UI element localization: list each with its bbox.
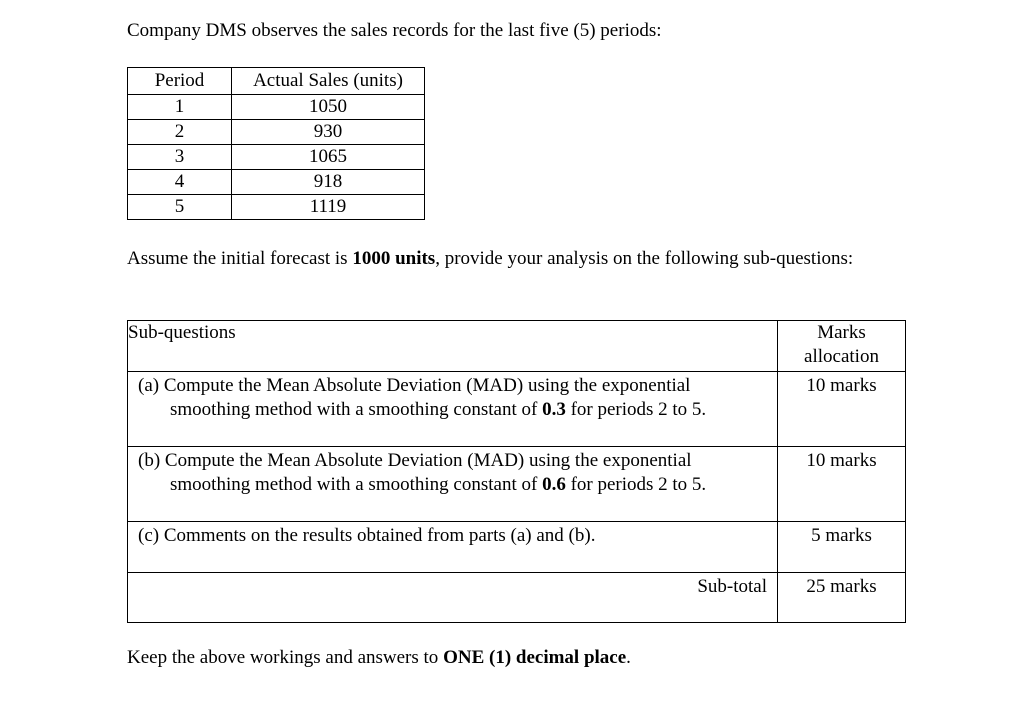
decimal-place-requirement: ONE (1) decimal place: [443, 647, 627, 668]
subq-row-c: [128, 522, 906, 573]
period-cell: 3: [128, 145, 232, 170]
period-header: Period: [128, 68, 232, 95]
marks-allocation-header: Marks allocation: [778, 321, 906, 372]
subq-a-text-part2: for periods 2 to 5.: [565, 399, 707, 420]
subq-a-text: [128, 372, 777, 422]
period-cell: 5: [128, 195, 232, 220]
subq-c-text: (c) Comments on the results obtained from parts (a) and (b).: [138, 525, 596, 546]
subquestions-table: [127, 320, 906, 623]
subtotal-marks-cell: [778, 573, 906, 623]
subq-a-text-part1: (a) Compute the Mean Absolute Deviation (MAD) using the exponential smoothing method with a smoothing constant of: [138, 375, 691, 420]
table-row: [128, 145, 425, 170]
subq-a-marks-cell: [778, 372, 906, 447]
assumption-before: Assume the initial forecast is: [127, 248, 353, 269]
period-cell: 4: [128, 170, 232, 195]
sales-cell: 930: [232, 120, 425, 145]
closing-instruction: [127, 646, 631, 670]
actual-sales-header: Actual Sales (units): [232, 68, 425, 95]
intro-text: Company DMS observes the sales records for the last five (5) periods:: [127, 20, 662, 41]
sales-cell: 918: [232, 170, 425, 195]
initial-forecast-value: 1000 units: [352, 248, 436, 269]
smoothing-constant-a: 0.3: [542, 399, 566, 420]
outro-after: .: [626, 647, 631, 668]
sales-header-row: [128, 68, 425, 95]
subquestions-header: Sub-questions: [128, 321, 778, 372]
period-cell: 2: [128, 120, 232, 145]
subq-c-marks: 5 marks: [811, 525, 872, 546]
table-row: [128, 120, 425, 145]
subtotal-row: [128, 573, 906, 623]
table-row: [128, 95, 425, 120]
subq-a-cell: [128, 372, 778, 447]
sales-table: [127, 67, 425, 220]
subq-a-marks: 10 marks: [806, 375, 877, 396]
sales-cell: 1050: [232, 95, 425, 120]
subq-b-cell: [128, 447, 778, 522]
subq-c-marks-cell: [778, 522, 906, 573]
subq-b-text-part2: for periods 2 to 5.: [565, 474, 707, 495]
table-row: [128, 195, 425, 220]
sales-cell: 1119: [232, 195, 425, 220]
subq-b-text: [128, 447, 777, 497]
sales-cell: 1065: [232, 145, 425, 170]
subtotal-marks: 25 marks: [806, 576, 877, 597]
period-cell: 1: [128, 95, 232, 120]
subq-row-a: [128, 372, 906, 447]
subtotal-label: Sub-total: [697, 576, 767, 597]
assumption-after: , provide your analysis on the following sub-questions:: [435, 248, 854, 269]
subq-header-row: [128, 321, 906, 372]
subtotal-label-cell: [128, 573, 778, 623]
smoothing-constant-b: 0.6: [542, 474, 566, 495]
subq-b-marks-cell: [778, 447, 906, 522]
outro-before: Keep the above workings and answers to: [127, 647, 444, 668]
assumption-text: [127, 246, 905, 271]
subq-b-marks: 10 marks: [806, 450, 877, 471]
table-row: [128, 170, 425, 195]
subq-c-cell: [128, 522, 778, 573]
subq-row-b: [128, 447, 906, 522]
subq-b-text-part1: (b) Compute the Mean Absolute Deviation (MAD) using the exponential smoothing method with a smoothing constant of: [138, 450, 692, 495]
